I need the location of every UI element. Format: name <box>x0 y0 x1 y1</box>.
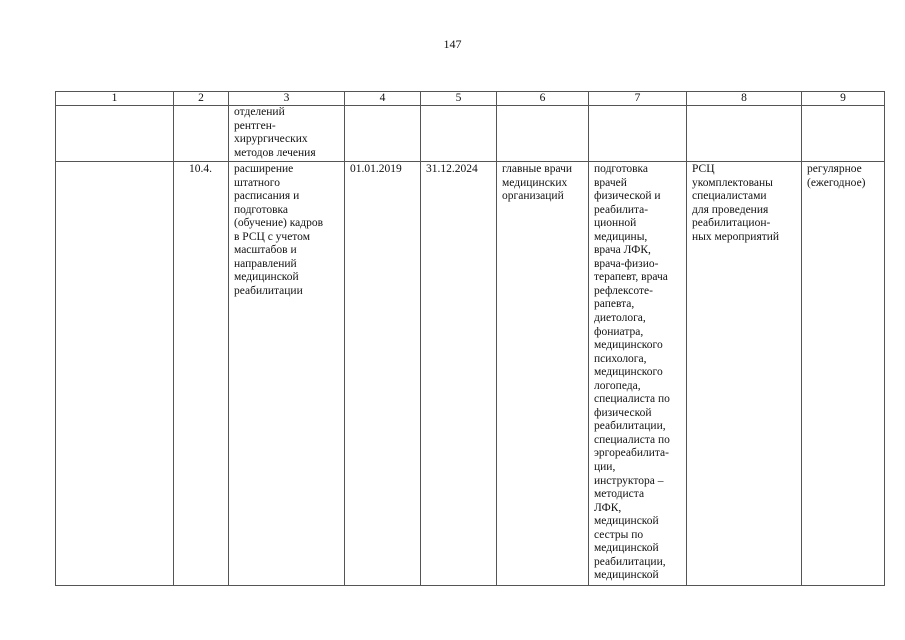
cell-text-line: реабилита- <box>594 203 649 216</box>
cell-text-line: штатного <box>234 176 280 189</box>
cell-text-line: врача ЛФК, <box>594 244 651 257</box>
cell-text-line: медицинской <box>594 569 659 582</box>
cell-text-line: расширение <box>234 163 294 175</box>
column-number: 3 <box>229 92 345 106</box>
table-cell <box>345 106 421 162</box>
cell-text-line: специалиста по <box>594 393 670 406</box>
table-cell <box>421 106 497 162</box>
item-number-cell: 10.4. <box>174 162 229 586</box>
cell-text-line: рентген- <box>234 119 276 132</box>
cell-text-line: реабилитации, <box>594 420 666 433</box>
cell-text-line: медицины, <box>594 230 648 243</box>
cell-text-line: хирургических <box>234 133 308 146</box>
plan-table <box>55 91 885 586</box>
cell-text-line: реабилитацион- <box>692 217 771 230</box>
cell-text-line: масштабов и <box>234 244 297 257</box>
cell-text-line: медицинского <box>594 339 663 352</box>
cell-text-line: отделений <box>234 106 285 118</box>
cell-text-line: логопеда, <box>594 379 641 392</box>
cell-text-line: ных мероприятий <box>692 230 780 243</box>
column-number: 4 <box>345 92 421 106</box>
cell-text-line: медицинской <box>234 271 299 284</box>
cell-text-line: терапевт, врача <box>594 271 668 284</box>
measure-cell <box>229 106 345 162</box>
column-number: 6 <box>497 92 589 106</box>
table-cell <box>497 106 589 162</box>
table-cell <box>687 106 802 162</box>
responsible-cell <box>497 162 589 586</box>
cell-text-line: для проведения <box>692 203 769 216</box>
cell-text-line: направлений <box>234 257 297 270</box>
cell-text-line: диетолога, <box>594 312 646 325</box>
column-number: 5 <box>421 92 497 106</box>
cell-text-line: медицинской <box>594 542 659 555</box>
cell-text-line: (обучение) кадров <box>234 217 324 230</box>
cell-text-line: ционной <box>594 217 637 230</box>
table-cell <box>174 106 229 162</box>
cell-text-line: инструктора – <box>594 474 664 487</box>
table-row-10-4 <box>56 162 885 586</box>
column-number-row <box>56 92 885 106</box>
column-number: 8 <box>687 92 802 106</box>
column-number: 2 <box>174 92 229 106</box>
cell-text-line: расписания и <box>234 190 300 203</box>
cell-text-line: подготовка <box>234 203 289 216</box>
cell-text-line: методиста <box>594 488 645 501</box>
cell-text-line: специалистами <box>692 190 767 203</box>
cell-text-line: медицинской <box>594 515 659 528</box>
cell-text-line: ции, <box>594 461 616 474</box>
cell-text-line: методов лечения <box>234 146 316 159</box>
cell-text-line: организаций <box>502 190 564 203</box>
cell-text-line: медицинских <box>502 176 568 189</box>
cell-text-line: специалиста по <box>594 433 670 446</box>
cell-text-line: (ежегодное) <box>807 176 866 189</box>
cell-text-line: эргореабилита- <box>594 447 669 460</box>
cell-text-line: рапевта, <box>594 298 635 311</box>
end-date-cell: 31.12.2024 <box>421 162 497 586</box>
column-number: 1 <box>56 92 174 106</box>
table-cell <box>56 106 174 162</box>
measure-cell <box>229 162 345 586</box>
column-number: 7 <box>589 92 687 106</box>
table-cell <box>589 106 687 162</box>
cell-text-line: ЛФК, <box>594 501 622 514</box>
cell-text-line: фониатра, <box>594 325 644 338</box>
cell-text-line: врачей <box>594 176 627 189</box>
cell-text-line: укомплектованы <box>692 176 773 189</box>
cell-text-line: регулярное <box>807 163 862 175</box>
cell-text-line: главные врачи <box>502 163 573 175</box>
staff-list-cell <box>589 162 687 586</box>
start-date-cell: 01.01.2019 <box>345 162 421 586</box>
table-cell <box>802 106 885 162</box>
cell-text-line: медицинского <box>594 366 663 379</box>
cell-text-line: реабилитации <box>234 284 303 297</box>
column-number: 9 <box>802 92 885 106</box>
frequency-cell <box>802 162 885 586</box>
cell-text-line: рефлексоте- <box>594 284 653 297</box>
cell-text-line: врача-физио- <box>594 257 659 270</box>
cell-text-line: психолога, <box>594 352 647 365</box>
cell-text-line: подготовка <box>594 163 649 175</box>
result-cell <box>687 162 802 586</box>
table-row-continuation <box>56 106 885 162</box>
cell-text-line: физической и <box>594 190 661 203</box>
cell-text-line: РСЦ <box>692 163 715 175</box>
cell-text-line: сестры по <box>594 528 644 541</box>
cell-text-line: в РСЦ с учетом <box>234 230 310 243</box>
cell-text-line: реабилитации, <box>594 555 666 568</box>
cell-text-line: физической <box>594 406 652 419</box>
page-number: 147 <box>443 37 462 51</box>
table-cell <box>56 162 174 586</box>
